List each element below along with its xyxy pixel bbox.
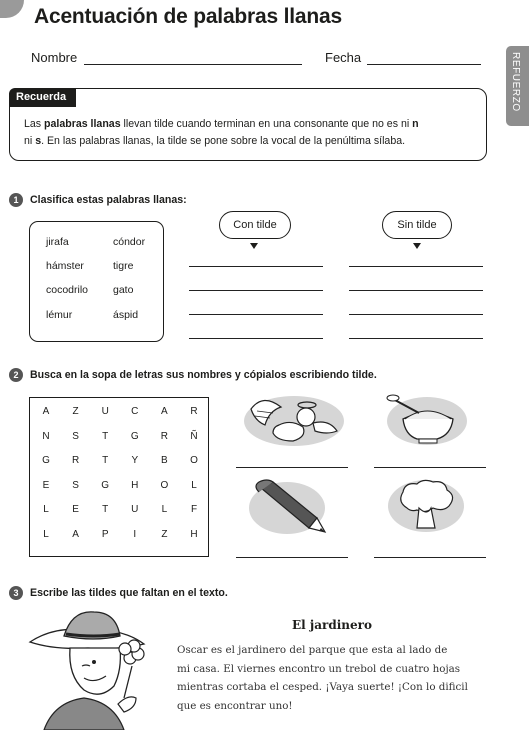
story-text[interactable] xyxy=(177,641,527,715)
arrow-down-icon xyxy=(250,243,258,249)
gardener-icon xyxy=(24,606,164,730)
word: tigre xyxy=(113,260,134,272)
grid-letter[interactable]: T xyxy=(102,504,109,516)
grid-letter[interactable]: L xyxy=(43,504,49,516)
answer-line-con[interactable] xyxy=(189,314,323,315)
grid-letter[interactable]: Z xyxy=(72,406,79,417)
word: cóndor xyxy=(113,236,146,248)
answer-line-con[interactable] xyxy=(189,290,323,291)
answer-line-con[interactable] xyxy=(189,266,323,267)
arrow-down-icon xyxy=(413,243,421,249)
story-line: Oscar es el jardinero del parque que esta al lado de xyxy=(177,644,448,656)
answer-line-sin[interactable] xyxy=(349,338,483,339)
name-field[interactable] xyxy=(84,64,302,65)
grid-letter[interactable]: E xyxy=(42,479,50,491)
con-tilde-header: Con tilde xyxy=(219,211,291,239)
grid-letter[interactable]: P xyxy=(101,529,109,540)
story-line: que es encontrar uno! xyxy=(177,699,293,712)
answer-line-sin[interactable] xyxy=(349,314,483,315)
grid-letter[interactable]: R xyxy=(190,406,198,417)
picture-answer-line[interactable] xyxy=(374,467,486,468)
answer-line-sin[interactable] xyxy=(349,290,483,291)
grid-letter[interactable]: T xyxy=(102,430,109,442)
grid-letter[interactable]: A xyxy=(72,529,79,540)
grid-letter[interactable]: S xyxy=(72,430,79,442)
word-search-grid xyxy=(29,397,209,557)
recuerda-text-part: . En las palabras llanas, la tilde se pone sobre la vocal de la penúltima sílaba. xyxy=(41,135,406,147)
recuerda-bold: palabras llanas xyxy=(44,118,121,130)
word: cocodrilo xyxy=(46,284,89,296)
angel-icon xyxy=(243,391,345,447)
recuerda-text-part: Las xyxy=(24,118,45,130)
grid-letter[interactable]: C xyxy=(131,406,139,417)
exercise-3-instruction: Escribe las tildes que faltan en el texto. xyxy=(30,587,228,599)
sin-tilde-header: Sin tilde xyxy=(382,211,452,239)
pencil-icon xyxy=(245,478,330,536)
exercise-3-number: 3 xyxy=(9,586,23,600)
page-title: Acentuación de palabras llanas xyxy=(34,5,342,28)
grid-letter[interactable]: Ñ xyxy=(190,430,198,442)
date-field[interactable] xyxy=(367,64,481,65)
answer-line-sin[interactable] xyxy=(349,266,483,267)
date-label: Fecha xyxy=(325,50,362,65)
exercise-1-instruction: Clasifica estas palabras llanas: xyxy=(30,194,187,206)
recuerda-bold: s xyxy=(35,135,42,147)
refuerzo-label: REFUERZO xyxy=(510,52,521,112)
story-line: mientras cortaba el cesped. ¡Vaya suerte! ¡Con lo dificil xyxy=(177,681,468,693)
grid-letter[interactable]: G xyxy=(42,455,50,467)
grid-letter[interactable]: L xyxy=(191,479,197,491)
grid-letter[interactable]: O xyxy=(190,455,198,467)
grid-letter[interactable]: Z xyxy=(161,529,168,540)
grid-letter[interactable]: O xyxy=(160,479,169,491)
grid-letter[interactable]: A xyxy=(42,406,50,417)
exercise-2-instruction: Busca en la sopa de letras sus nombres y cópialos escribiendo tilde. xyxy=(30,369,377,381)
word: jirafa xyxy=(46,236,69,248)
grid-letter[interactable]: G xyxy=(130,430,139,442)
grid-letter[interactable]: R xyxy=(160,430,168,442)
grid-letter[interactable]: H xyxy=(190,529,198,540)
answer-line-con[interactable] xyxy=(189,338,323,339)
tree-icon xyxy=(387,478,465,534)
exercise-1-number: 1 xyxy=(9,193,23,207)
grid-letter[interactable]: G xyxy=(101,479,110,491)
recuerda-bold: n xyxy=(412,118,419,130)
grid-letter[interactable]: H xyxy=(131,479,139,491)
grid-letter[interactable]: A xyxy=(161,406,168,417)
refuerzo-tab xyxy=(506,46,529,126)
grid-letter[interactable]: L xyxy=(43,529,49,540)
grid-letter[interactable]: R xyxy=(71,455,80,467)
recuerda-text-part: ni xyxy=(24,135,36,147)
grid-letter[interactable]: E xyxy=(72,504,79,516)
sugar-bowl-icon xyxy=(383,391,468,446)
exercise-2-number: 2 xyxy=(9,368,23,382)
recuerda-text xyxy=(24,116,464,150)
grid-letter[interactable]: I xyxy=(133,529,137,540)
grid-letter[interactable]: U xyxy=(131,504,139,516)
word: hámster xyxy=(46,260,84,272)
word: áspid xyxy=(113,309,139,321)
picture-answer-line[interactable] xyxy=(374,557,486,558)
grid-letter[interactable]: N xyxy=(42,430,50,442)
grid-letter[interactable]: T xyxy=(102,455,109,467)
grid-letter[interactable]: Y xyxy=(131,455,139,467)
story-line: mi casa. El viernes encontro un trebol de cuatro hojas xyxy=(177,662,461,675)
page-corner-decoration xyxy=(0,0,24,18)
recuerda-tag: Recuerda xyxy=(9,88,76,107)
grid-letter[interactable]: B xyxy=(161,455,168,467)
name-label: Nombre xyxy=(31,50,78,65)
grid-letter[interactable]: F xyxy=(190,504,198,516)
picture-answer-line[interactable] xyxy=(236,467,348,468)
picture-answer-line[interactable] xyxy=(236,557,348,558)
grid-letter[interactable]: S xyxy=(72,479,79,491)
grid-letter[interactable]: U xyxy=(101,406,109,417)
recuerda-text-part: llevan tilde cuando terminan en una consonante que no es ni xyxy=(120,118,413,130)
word: gato xyxy=(113,284,134,296)
grid-letter[interactable]: L xyxy=(161,504,168,516)
story-title: El jardinero xyxy=(292,618,372,632)
word: lémur xyxy=(46,309,73,321)
